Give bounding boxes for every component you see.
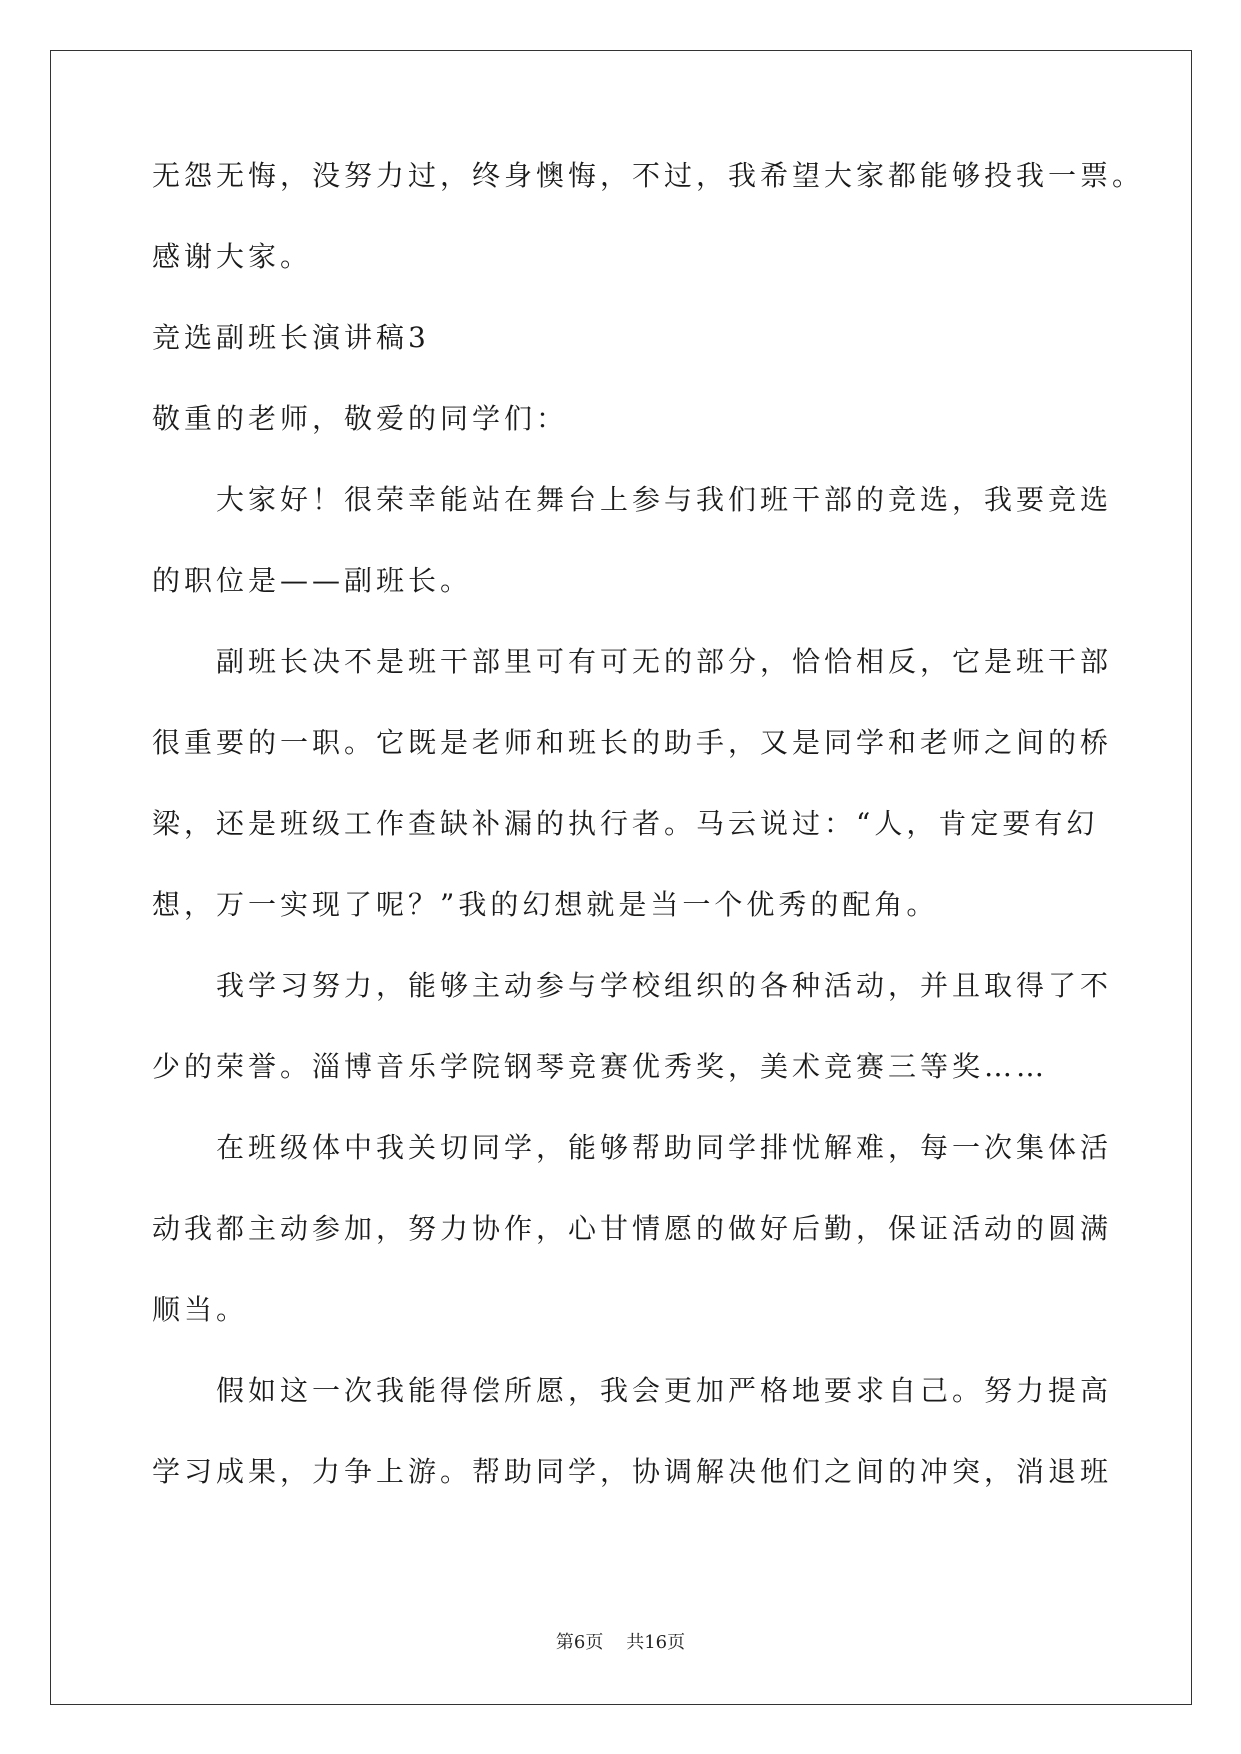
text-line: 感谢大家。 — [152, 240, 313, 273]
text-line: 无怨无悔，没努力过，终身懊悔，不过，我希望大家都能够投我一票。 — [152, 159, 1145, 192]
text-line: 我学习努力，能够主动参与学校组织的各种活动，并且取得了不 — [216, 969, 1113, 1002]
page-footer — [0, 1632, 1241, 1654]
document-body — [152, 159, 1145, 1537]
text-line: 顺当。 — [152, 1293, 249, 1326]
text-line: 副班长决不是班干部里可有可无的部分，恰恰相反，它是班干部 — [216, 645, 1113, 678]
text-line: 假如这一次我能得偿所愿，我会更加严格地要求自己。努力提高 — [216, 1374, 1113, 1407]
text-line: 少的荣誉。淄博音乐学院钢琴竞赛优秀奖，美术竞赛三等奖…… — [152, 1050, 1049, 1083]
text-line: 很重要的一职。它既是老师和班长的助手，又是同学和老师之间的桥 — [152, 726, 1113, 759]
text-line: 敬重的老师，敬爱的同学们： — [152, 402, 569, 435]
text-line: 想，万一实现了呢？”我的幻想就是当一个优秀的配角。 — [152, 888, 939, 921]
text-line: 动我都主动参加，努力协作，心甘情愿的做好后勤，保证活动的圆满 — [152, 1212, 1113, 1245]
text-line: 的职位是——副班长。 — [152, 564, 473, 597]
text-line: 大家好！很荣幸能站在舞台上参与我们班干部的竞选，我要竞选 — [216, 483, 1113, 516]
page-number: 第6页 — [555, 1632, 604, 1653]
text-line: 梁，还是班级工作查缺补漏的执行者。马云说过：“人，肯定要有幻 — [152, 807, 1099, 840]
text-line: 在班级体中我关切同学，能够帮助同学排忧解难，每一次集体活 — [216, 1131, 1113, 1164]
text-line: 学习成果，力争上游。帮助同学，协调解决他们之间的冲突，消退班 — [152, 1455, 1113, 1488]
text-line: 竞选副班长演讲稿3 — [152, 321, 430, 354]
total-pages: 共16页 — [626, 1632, 686, 1653]
